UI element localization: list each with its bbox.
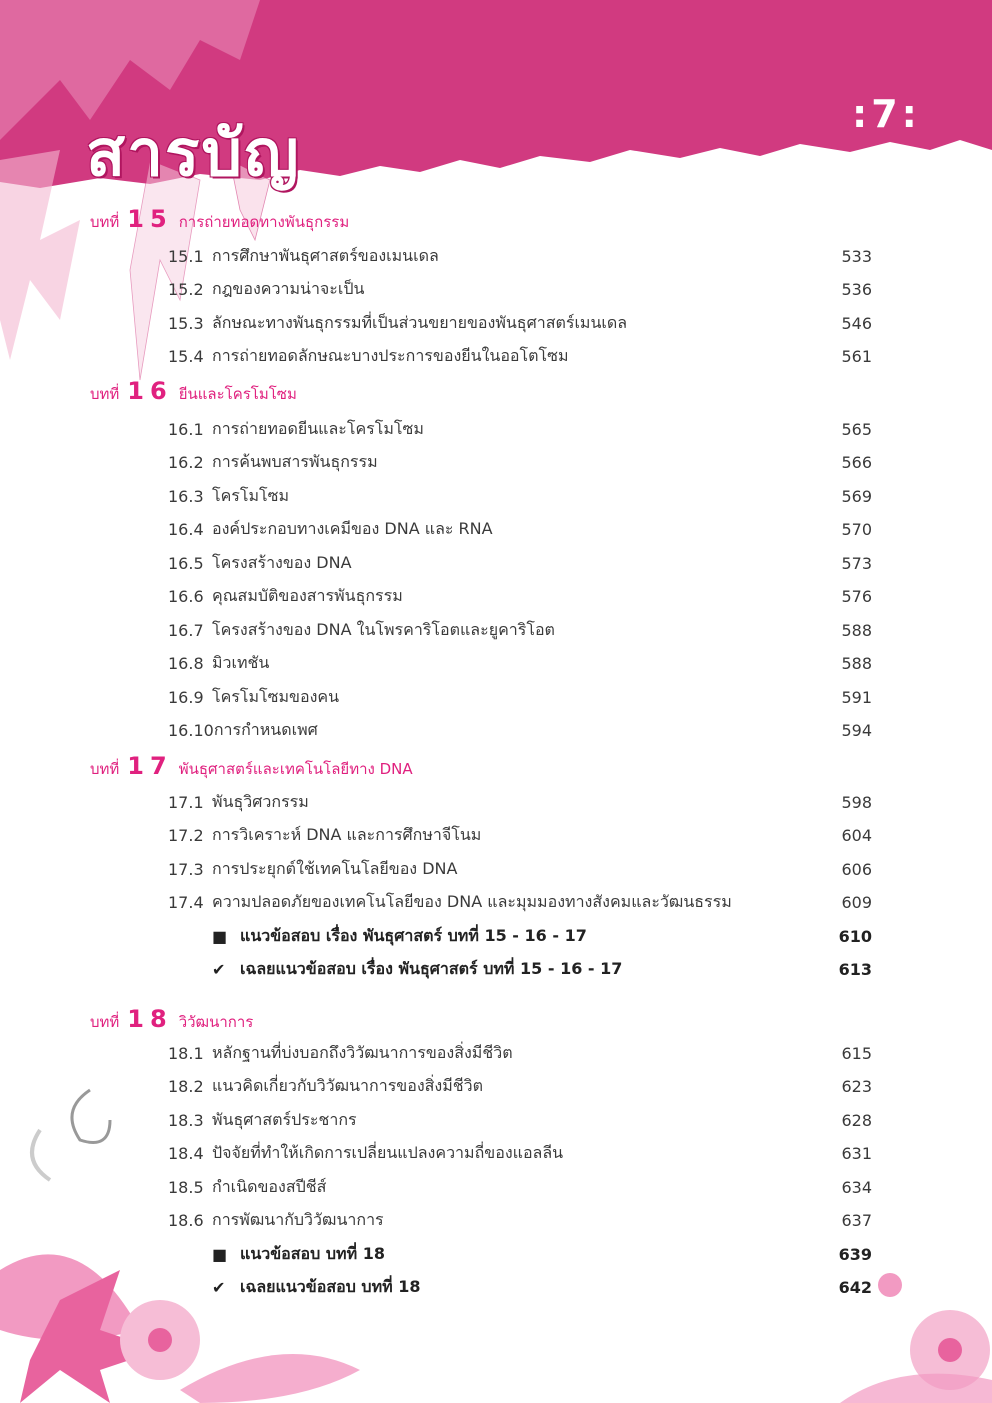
entry-title: โครโมโซมของคน (212, 686, 340, 706)
chapter-heading (90, 205, 349, 235)
entry-page: 561 (841, 347, 872, 366)
entry-page: 606 (841, 859, 872, 879)
toc-entry[interactable] (168, 1139, 872, 1169)
entry-number: 17.2 (168, 826, 204, 845)
entry-number: 17.4 (168, 893, 204, 912)
toc-entry[interactable] (168, 1072, 872, 1102)
entry-title: โครงสร้างของ DNA ในโพรคาริโอตและยูคาริโอต (212, 619, 555, 639)
toc-entry[interactable] (168, 854, 872, 884)
entry-page: 533 (841, 246, 872, 266)
page-title: สารบัญ (86, 117, 301, 191)
toc-exercise-entry[interactable] (212, 1239, 872, 1269)
entry-title: มิวเทชัน (212, 653, 270, 672)
entry-page: 637 (841, 1211, 872, 1230)
entry-title: การศึกษาพันธุศาสตร์ของเมนเดล (212, 245, 439, 265)
toc-entry[interactable] (168, 649, 872, 679)
entry-page: 569 (841, 486, 872, 506)
toc-entry[interactable] (168, 414, 872, 444)
entry-number: 16.9 (168, 687, 204, 707)
toc-entry[interactable] (168, 548, 872, 578)
square-bullet-icon: ■ (212, 1244, 228, 1264)
chapter-number: 18 (127, 1005, 173, 1033)
toc-entry[interactable] (168, 821, 872, 851)
entry-page: 639 (838, 1244, 872, 1264)
entry-number: 15.4 (168, 347, 204, 366)
chapter-label: บทที่ (90, 1013, 120, 1031)
entry-page: 628 (841, 1110, 872, 1130)
square-bullet-icon: ■ (212, 926, 228, 946)
toc-exercise-entry[interactable] (212, 1273, 872, 1303)
entry-number: 16.4 (168, 520, 204, 539)
entry-page: 623 (841, 1077, 872, 1096)
toc-entry[interactable] (168, 716, 872, 746)
toc-entry[interactable] (168, 241, 872, 271)
chapter-heading (90, 377, 297, 407)
toc-entry[interactable] (168, 515, 872, 545)
entry-title: การประยุกต์ใช้เทคโนโลยีของ DNA (212, 858, 458, 878)
chapter-title: การถ่ายทอดทางพันธุกรรม (178, 213, 350, 231)
chapter-number: 17 (127, 752, 173, 780)
page-number: :7: (852, 92, 921, 136)
entry-number: 16.6 (168, 587, 204, 606)
entry-title: องค์ประกอบทางเคมีของ DNA และ RNA (212, 519, 493, 538)
entry-page: 642 (838, 1278, 872, 1297)
entry-page: 610 (838, 926, 872, 946)
entry-title: ปัจจัยที่ทำให้เกิดการเปลี่ยนแปลงความถี่ของแอลลีน (212, 1143, 564, 1162)
entry-number: 16.1 (168, 419, 204, 439)
entry-number: 17.3 (168, 859, 204, 879)
entry-page: 570 (841, 520, 872, 539)
entry-number: 17.1 (168, 792, 204, 812)
toc-entry[interactable] (168, 1172, 872, 1202)
entry-number: 16.8 (168, 654, 204, 673)
entry-title: หลักฐานที่บ่งบอกถึงวิวัฒนาการของสิ่งมีชีวิต (212, 1042, 513, 1062)
entry-page: 536 (841, 280, 872, 299)
entry-title: พันธุวิศวกรรม (212, 791, 309, 811)
entry-number: 16.2 (168, 453, 204, 472)
toc-entry[interactable] (168, 615, 872, 645)
entry-title: โครโมโซม (212, 485, 290, 505)
entry-page: 604 (841, 826, 872, 845)
entry-page: 591 (841, 687, 872, 707)
entry-number: 18.1 (168, 1043, 204, 1063)
entry-title: คุณสมบัติของสารพันธุกรรม (212, 586, 403, 605)
entry-title: ลักษณะทางพันธุกรรมที่เป็นส่วนขยายของพันธุศาสตร์เมนเดล (212, 312, 628, 332)
chapter-heading (90, 752, 413, 782)
entry-page: 631 (841, 1144, 872, 1163)
chapter-label: บทที่ (90, 760, 120, 778)
entry-title: การวิเคราะห์ DNA และการศึกษาจีโนม (212, 825, 482, 844)
entry-title: การพัฒนากับวิวัฒนาการ (212, 1210, 384, 1229)
entry-title: พันธุศาสตร์ประชากร (212, 1109, 357, 1129)
entry-number: 18.3 (168, 1110, 204, 1130)
entry-page: 588 (841, 654, 872, 673)
entry-title: เฉลยแนวข้อสอบ เรื่อง พันธุศาสตร์ บทที่ 15 - 16 - 17 (240, 959, 623, 978)
chapter-title: วิวัฒนาการ (178, 1013, 254, 1031)
checkmark-icon: ✔ (212, 1278, 226, 1297)
toc-entry[interactable] (168, 481, 872, 511)
toc-entry[interactable] (168, 787, 872, 817)
entry-page: 634 (841, 1177, 872, 1197)
entry-title: แนวข้อสอบ บทที่ 18 (240, 1243, 385, 1263)
toc-entry[interactable] (168, 275, 872, 305)
entry-number: 18.2 (168, 1077, 204, 1096)
entry-page: 615 (841, 1043, 872, 1063)
entry-title: กฎของความน่าจะเป็น (212, 279, 365, 298)
entry-page: 609 (841, 893, 872, 912)
chapter-number: 16 (127, 377, 173, 405)
entry-title: แนวคิดเกี่ยวกับวิวัฒนาการของสิ่งมีชีวิต (212, 1076, 484, 1095)
entry-number: 16.10 (168, 721, 214, 740)
entry-page: 613 (838, 960, 872, 979)
toc-entry[interactable] (168, 1206, 872, 1236)
entry-number: 16.5 (168, 553, 204, 573)
toc-exercise-entry[interactable] (212, 921, 872, 951)
entry-title: กำเนิดของสปีชีส์ (212, 1176, 327, 1196)
checkmark-icon: ✔ (212, 960, 226, 979)
entry-page: 594 (841, 721, 872, 740)
entry-title: โครงสร้างของ DNA (212, 552, 352, 572)
entry-title: ความปลอดภัยของเทคโนโลยีของ DNA และมุมมองทางสังคมและวัฒนธรรม (212, 892, 732, 911)
entry-page: 546 (841, 313, 872, 333)
chapter-label: บทที่ (90, 213, 120, 231)
toc-exercise-entry[interactable] (212, 955, 872, 985)
entry-title: แนวข้อสอบ เรื่อง พันธุศาสตร์ บทที่ 15 - 16 - 17 (240, 925, 587, 945)
chapter-title: ยีนและโครโมโซม (178, 385, 297, 403)
entry-number: 15.2 (168, 280, 204, 299)
toc-entry[interactable] (168, 342, 872, 372)
entry-page: 566 (841, 453, 872, 472)
toc-entry[interactable] (168, 308, 872, 338)
toc-entry[interactable] (168, 888, 872, 918)
entry-number: 15.3 (168, 313, 204, 333)
entry-number: 16.7 (168, 620, 204, 640)
entry-page: 588 (841, 620, 872, 640)
entry-number: 18.5 (168, 1177, 204, 1197)
entry-page: 576 (841, 587, 872, 606)
chapter-label: บทที่ (90, 385, 120, 403)
entry-title: การถ่ายทอดลักษณะบางประการของยีนในออโตโซม (212, 346, 569, 365)
chapter-heading (90, 1005, 253, 1035)
entry-number: 15.1 (168, 246, 204, 266)
entry-title: การกำหนดเพศ (213, 720, 318, 739)
entry-number: 16.3 (168, 486, 204, 506)
entry-number: 18.6 (168, 1211, 204, 1230)
chapter-number: 15 (127, 205, 173, 233)
toc-entry[interactable] (168, 1105, 872, 1135)
chapter-title: พันธุศาสตร์และเทคโนโลยีทาง DNA (178, 760, 413, 778)
entry-title: เฉลยแนวข้อสอบ บทที่ 18 (240, 1277, 421, 1296)
entry-page: 598 (841, 792, 872, 812)
entry-page: 573 (841, 553, 872, 573)
toc-entry[interactable] (168, 448, 872, 478)
entry-page: 565 (841, 419, 872, 439)
entry-number: 18.4 (168, 1144, 204, 1163)
toc-entry[interactable] (168, 582, 872, 612)
toc-entry[interactable] (168, 1038, 872, 1068)
entry-title: การค้นพบสารพันธุกรรม (212, 452, 378, 471)
entry-title: การถ่ายทอดยีนและโครโมโซม (212, 418, 424, 438)
toc-entry[interactable] (168, 682, 872, 712)
